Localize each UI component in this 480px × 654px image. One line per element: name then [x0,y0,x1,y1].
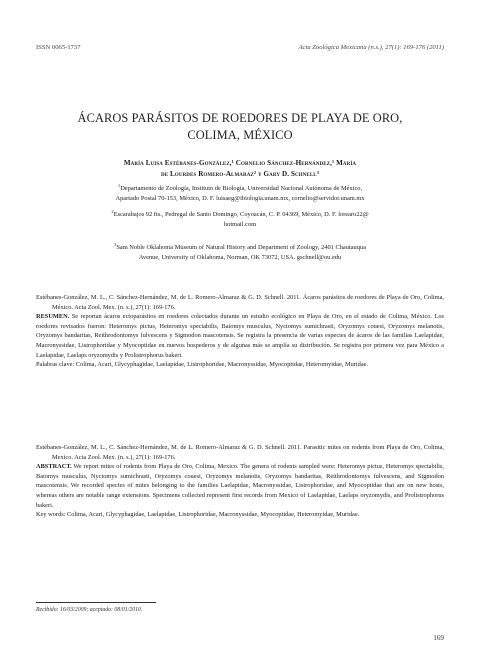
article-title [36,110,444,144]
key-words: Key words: Colima, Acari, Glycyphagidae, Laelapidae, Listrophoridae, Macronyssidae, Myocoptidae, Heteromyidae, Muridae. [36,511,360,519]
journal-citation: Acta Zoológica Mexicana (n.s.), 27(1): 169-176 (2011) [298,44,444,51]
abstract-label: ABSTRACT. [36,463,72,471]
running-head [36,44,444,51]
received-dates: Recibido: 16/03/2009; aceptado: 08/01/2010. [36,607,143,613]
affiliation-number: 1 [117,183,121,188]
affiliation-1 [36,181,444,203]
english-abstract [36,443,444,520]
footnote-divider [36,602,156,603]
spanish-abstract [36,293,444,370]
affiliation-line: hotmail.com [223,220,257,228]
english-citation: Estébanes-González, M. L., C. Sánchez-Hernández, M. de L. Romero-Almaraz & G. D. Schnell. 2011. Parasitic mites on rodents from Playa de Oro, Colima, Mexico. Acta Zool. Mex. (n. s.), 27(1): 169-176. [36,444,444,461]
affiliation-2 [36,207,444,229]
affiliation-number: 3 [114,242,117,247]
affiliation-number: 2 [111,209,114,214]
affiliation-3 [36,240,444,262]
affiliation-line: Departamento de Zoología, Instituto de Biología, Universidad Nacional Autónoma de México, [120,185,363,193]
affiliation-line: Apartado Postal 70-153, México, D. F. luisaeg@ibiologia.unam.mx, cornelio@servidor.unam.mx [115,194,365,202]
page-number: 169 [433,634,444,642]
abstract-body: We report mites of rodents from Playa de Oro, Colima, Mexico. The genera of rodents sampled were: Heteromys pictus, Heteromys spectabilis, Baiomys musculus, Nyctomys sumichrasti, Oryzomys couesi, Oryzomys melanotis, Oryzomys bandaritas, Reithrodontomys fulvescens, and Sigmodon mascotensis. We recorded species of mites belonging to the families Laelapidae, Macronyssidae, Listrophoridae, and Myocoptidae that are on new hosts, whereas others are notable range extensions. Specimens collected represent first records from Mexico of Laelapidae, Laelaps oryzomydis, and Prolistrophorus bakeri. [36,463,444,509]
spanish-citation: Estébanes-González, M. L., C. Sánchez-Hernández, M. de L. Romero-Almaraz & G. D. Schnell. 2011. Ácaros parásitos de roedores de Playa de Oro, Colima, México. Acta Zool. Mex. (n. s.), 27(1): 169-176. [36,294,444,311]
resumen-label: RESUMEN. [36,313,70,321]
authors-line-2: de Lourdes Romero-Almaraz² y Gary D. Schnell³ [161,170,319,178]
title-line-1: ÁCAROS PARÁSITOS DE ROEDORES DE PLAYA DE ORO, [77,111,403,125]
affiliation-line: Avenue, University of Oklahoma, Norman, OK 73072, USA. gschnell@ou.edu [138,253,342,261]
resumen-body: Se reportan ácaros ectoparásitos en roedores colectados durante un estudio ecológico en Playa de Oro, en el estado de Colima, México. Los roedores revisados fueron: Heteromys pictus, Heteromys spectabilis, Baiomys musculus, Nyctomys sumichrasti, Oryzomys couesi, Oryzomys melanotis, Oryzomys bandaritas, Reithrodontomys fulvescens y Sigmodon mascotensis. Se registra la presencia de varias especies de ácaros de las familias Laelapidae, Macronyssidae, Listrophoridae y Myocoptidae en nuevos hospederos y de algunas más se amplía su distribución. Se registra por primera vez para México a Laelapidae, Laelaps oryzomydis y Prolistrophorus bakeri. [36,313,444,359]
title-line-2: COLIMA, MÉXICO [187,128,293,142]
affiliation-line: Sam Noble Oklahoma Museum of Natural History and Department of Zoology, 2401 Chautauqua [116,244,366,252]
affiliation-line: Escarabajos 92 fts., Pedregal de Santo Domingo, Coyoacán, C. P. 04369, México, D. F. lorearo22@ [113,211,369,219]
issn: ISSN 0065-1737 [36,44,81,51]
author-list [36,158,444,180]
authors-line-1: María Luisa Estébanes-González,¹ Cornelio Sánchez-Hernández,¹ María [123,159,357,167]
palabras-clave: Palabras clave: Colima, Acari, Glycyphagidae, Laelapidae, Listrophoridae, Macronyssidae, Myocoptidae, Heteromyidae, Muridae. [36,361,369,369]
